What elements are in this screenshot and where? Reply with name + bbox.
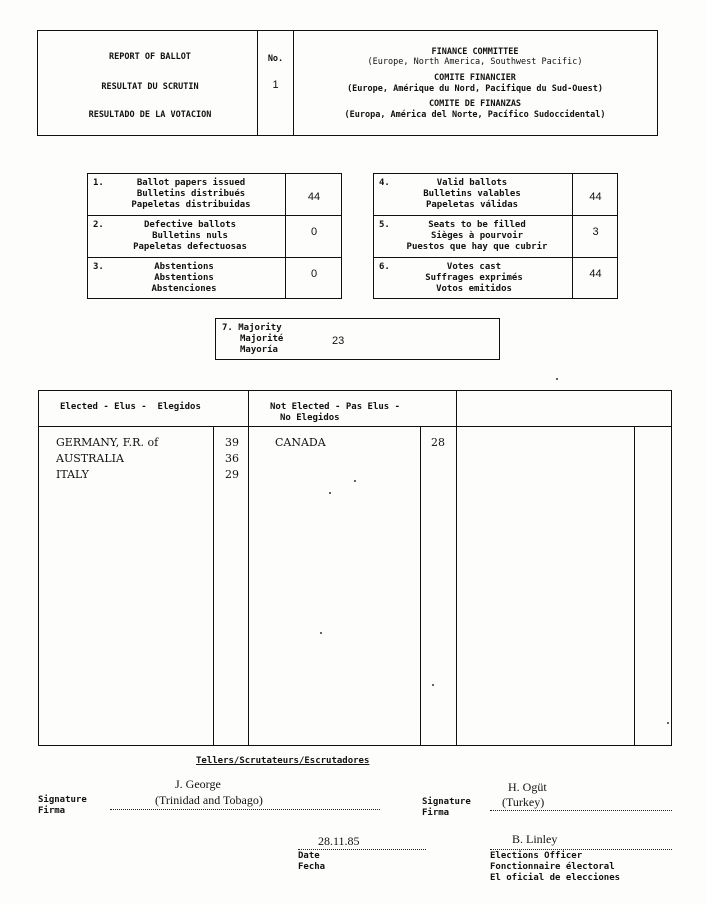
majority-label: 7. Majority Majorité Mayoría	[222, 323, 284, 355]
count-item-5: 5. Seats to be filled Sièges à pourvoir Puestos que hay que cubrir	[379, 220, 548, 252]
count-value-5: 3	[592, 226, 599, 238]
count-item-6: 6. Votes cast Suffrages exprimés Votos emitidos	[379, 262, 523, 294]
not-elected-list	[275, 435, 455, 451]
count-value-2: 0	[310, 226, 318, 238]
committee-region-fr: (Europe, Amérique du Nord, Pacifique du Sud-Ouest)	[347, 84, 603, 94]
report-title-en: REPORT OF BALLOT	[109, 52, 191, 62]
committee-region-es: (Europa, América del Norte, Pacífico Sudoccidental)	[344, 110, 606, 120]
teller2-name: H. Ogüt	[508, 780, 547, 794]
elected-list	[56, 435, 246, 483]
committee-region-en: (Europe, North America, Southwest Pacific)	[367, 57, 583, 67]
teller1-name: J. George	[175, 777, 221, 791]
elected-header: Elected - Elus - Elegidos	[60, 402, 201, 412]
officer-name: B. Linley	[512, 832, 558, 846]
table-row: CANADA 28	[275, 436, 445, 449]
table-row: ITALY 29	[56, 468, 239, 481]
count-item-4: 4. Valid ballots Bulletins valables Papeletas válidas	[379, 178, 521, 210]
report-title-es: RESULTADO DE LA VOTACION	[88, 110, 212, 120]
count-item-3: 3. Abstentions Abstentions Abstenciones	[93, 262, 217, 294]
tellers-heading: Tellers/Scrutateurs/Escrutadores	[196, 756, 370, 766]
count-item-1: 1. Ballot papers issued Bulletins distribués Papeletas distribuidas	[93, 178, 251, 210]
committee-name-es: COMITE DE FINANZAS	[428, 99, 522, 109]
not-elected-header: Not Elected - Pas Elus - No Elegidos	[270, 402, 401, 423]
report-title-fr: RESULTAT DU SCRUTIN	[101, 82, 199, 92]
committee-name-en: FINANCE COMMITTEE	[431, 47, 519, 57]
committee-name-fr: COMITE FINANCIER	[434, 73, 516, 83]
count-item-2: 2. Defective ballots Bulletins nuls Papeletas defectuosas	[93, 220, 247, 252]
teller2-signature-label: Signature Firma	[422, 797, 471, 818]
date-value: 28.11.85	[318, 834, 360, 848]
no-label: No.	[267, 54, 284, 64]
count-value-3: 0	[310, 268, 318, 280]
officer-label: Elections Officer Fonctionnaire électoral El oficial de elecciones	[490, 851, 621, 883]
table-row: GERMANY, F.R. of 39	[56, 436, 239, 449]
no-value: 1	[272, 79, 279, 91]
count-value-1: 44	[307, 191, 321, 203]
teller2-country: (Turkey)	[502, 795, 545, 809]
teller1-signature-label: Signature Firma	[38, 795, 87, 816]
count-value-4: 44	[589, 191, 602, 203]
count-value-6: 44	[589, 268, 602, 280]
teller1-country: (Trinidad and Tobago)	[155, 793, 263, 807]
date-label: Date Fecha	[298, 851, 326, 872]
table-row: AUSTRALIA 36	[56, 452, 239, 465]
majority-value: 23	[332, 335, 345, 347]
